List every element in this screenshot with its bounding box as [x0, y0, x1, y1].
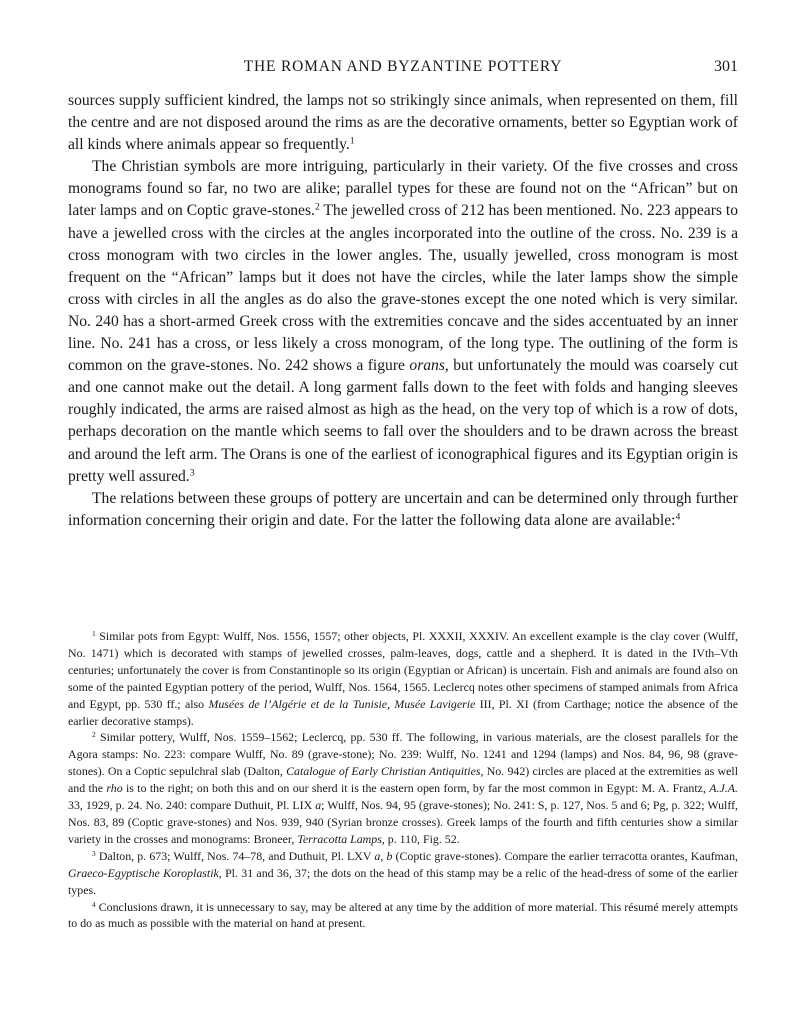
- italic-term-orans: orans: [409, 357, 445, 375]
- italic-term: a, b: [374, 848, 393, 863]
- footnote-text: Dalton, p. 673; Wulff, Nos. 74–78, and Duthuit, Pl. LXV: [95, 848, 375, 863]
- paragraph-text: The Christian symbols are more intriguing, particularly in their variety. Of the five crosses and cross monograms found so far, no two are alike; parallel types for these are found not on the “African” but on later lamps and on Coptic grave-stones.: [68, 158, 738, 220]
- footnote-text: ; Wulff, Nos. 94, 95 (grave-stones); No. 241: S, p. 127, Nos. 5 and 6; Pg, p. 322; Wulff, Nos. 83, 89 (Coptic grave-stones) and Nos. 939, 940 (Syrian bronze crosses). Greek lamps of the fourth and fifth centuries show a similar variety in the crosses and monograms: Broneer,: [68, 798, 738, 846]
- footnote-text: , No. 942) circles are placed at the extremities as well and the: [68, 764, 739, 796]
- footnote-text: Similar pots from Egypt: Wulff, Nos. 1556, 1557; other objects, Pl. XXXII, XXXIV. An excellent example is the clay cover (Wulff, No. 1471) which is decorated with stamps of jewelled crosses, palm-leaves, dogs, cattle and a shepherd. It is dated in the IVth–Vth centuries; unfortunately the cover is from Constantinople so its origin (Egyptian or African) is uncertain. Fish and animals are found also on some of the painted Egyptian pottery of the period, Wulff, Nos. 1564, 1565. Leclercq notes other specimens of stamped animals from Africa and Egypt, pp. 530 ff.; also: [68, 629, 738, 711]
- italic-term: rho: [106, 781, 123, 796]
- footnote-text: 33, 1929, p. 24. No. 240: compare Duthuit, Pl. LIX: [68, 798, 316, 813]
- paragraph-2: [68, 156, 738, 487]
- footnote-text: III, Pl. XI (from Carthage; notice the absence of the earlier decorative stamps).: [68, 696, 739, 728]
- body-text: [68, 90, 738, 532]
- page-header: [68, 58, 738, 80]
- paragraph-1: [68, 90, 738, 156]
- italic-title: Terracotta Lamps: [297, 831, 382, 846]
- footnote-marker: 4: [92, 899, 96, 909]
- footnote-2: [68, 729, 738, 847]
- italic-title: A.J.A.: [709, 781, 738, 796]
- footnote-ref-2: 2: [314, 202, 320, 214]
- paragraph-text: , but unfortunately the mould was coarsely cut and one cannot make out the detail. A long garment falls down to the feet with folds and hanging sleeves roughly indicated, the arms are raised almost as high as the head, on the very top of which is a row of dots, perhaps decoration on the mantle which seems to fall over the shoulders and to be drawn across the breast and around the left arm. The Orans is one of the earliest of iconographical figures and its Egyptian origin is pretty well assured.: [68, 357, 738, 485]
- paragraph-3: [68, 488, 738, 532]
- footnote-text: Similar pottery, Wulff, Nos. 1559–1562; Leclercq, pp. 530 ff. The following, in various materials, are the closest parallels for the Agora stamps: No. 223: compare Wulff, No. 89 (grave-stone); No. 239: Wulff, No. 1241 and 1294 (lamps) and Nos. 84, 96, 98 (grave-stones). On a Coptic sepulchral slab (Dalton,: [68, 730, 738, 779]
- footnote-marker: 2: [92, 730, 96, 740]
- footnote-text: , Pl. 31 and 36, 37; the dots on the head of this stamp may be a relic of the head-dress of some of the earlier types.: [68, 865, 738, 897]
- italic-title: Catalogue of Early Christian Antiquities: [286, 764, 481, 779]
- paragraph-text: The relations between these groups of pottery are uncertain and can be determined only through further information concerning their origin and date. For the latter the following data alone are available:: [68, 489, 738, 529]
- footnote-marker: 3: [92, 848, 96, 858]
- italic-title: Musées de l’Algérie et de la Tunisie, Musée Lavigerie: [208, 696, 476, 711]
- footnote-ref-1: 1: [349, 135, 355, 147]
- footnote-text: Conclusions drawn, it is unnecessary to say, may be altered at any time by the addition of more material. This résumé merely attempts to do as much as possible with the material on hand at present.: [68, 899, 738, 931]
- italic-title: Graeco-Egyptische Koroplastik: [68, 865, 219, 880]
- paragraph-text: The jewelled cross of 212 has been mentioned. No. 223 appears to have a jewelled cross with the circles at the angles incorporated into the outline of the cross. No. 239 is a cross monogram with two circles in the lower angles. The, usually jewelled, cross monogram is most frequent on the “African” lamps but it does not have the circles, while the later lamps show the simple cross with circles in all the angles as do also the grave-stones except the one noted which is very similar. No. 240 has a short-armed Greek cross with the extremities concave and the sides accentuated by an inner line. No. 241 has a cross, or less likely a cross monogram, of the long type. The outlining of the form is common on the grave-stones. No. 242 shows a figure: [68, 202, 739, 375]
- footnote-text: is to the right; on both this and on our sherd it is the eastern open form, by far the most common in Egypt: M. A. Frantz,: [122, 781, 710, 796]
- footnote-marker: 1: [92, 628, 96, 638]
- footnotes: [68, 628, 738, 932]
- footnote-ref-3: 3: [189, 467, 195, 479]
- footnote-text: , p. 110, Fig. 52.: [381, 831, 460, 846]
- footnote-4: [68, 899, 738, 933]
- running-title: THE ROMAN AND BYZANTINE POTTERY: [243, 58, 563, 75]
- footnote-ref-4: 4: [675, 511, 681, 523]
- italic-term: a: [315, 798, 322, 813]
- paragraph-text: sources supply sufficient kindred, the lamps not so strikingly since animals, when represented on them, fill the centre and are not disposed around the rims as are the decorative ornaments, better so Egyptian work of all kinds where animals appear so frequently.: [68, 92, 738, 154]
- footnote-text: (Coptic grave-stones). Compare the earlier terracotta orantes, Kaufman,: [392, 848, 738, 863]
- footnote-3: [68, 848, 738, 899]
- footnote-1: [68, 628, 738, 729]
- page-number: 301: [714, 58, 738, 75]
